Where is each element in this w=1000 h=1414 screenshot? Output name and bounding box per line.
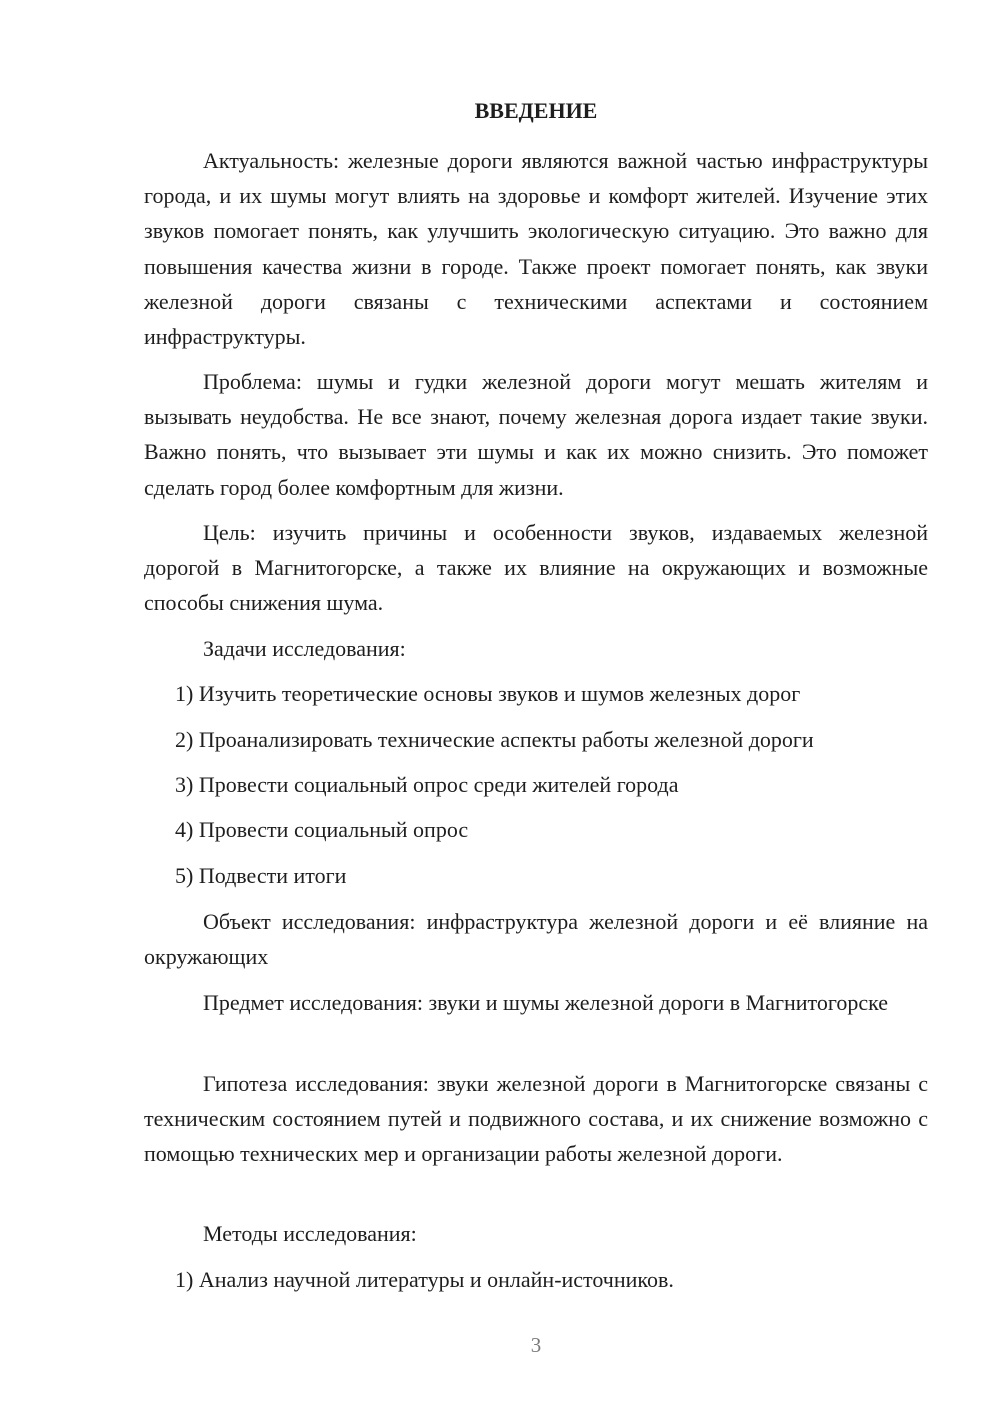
method-item: 1) Анализ научной литературы и онлайн-источников. — [175, 1267, 674, 1292]
task-item: 3) Провести социальный опрос среди жителей города — [175, 772, 679, 797]
goal-paragraph: Цель: изучить причины и особенности звуков, издаваемых железной дорогой в Магнитогорске, а также их влияние на окружающих и возможные способы снижения шума. — [144, 520, 928, 616]
task-item: 1) Изучить теоретические основы звуков и шумов железных дорог — [175, 681, 801, 706]
subject-paragraph: Предмет исследования: звуки и шумы железной дороги в Магнитогорске — [203, 990, 889, 1015]
task-item: 2) Проанализировать технические аспекты работы железной дороги — [175, 727, 814, 752]
task-item: 5) Подвести итоги — [175, 863, 347, 888]
hypothesis-paragraph: Гипотеза исследования: звуки железной дороги в Магнитогорске связаны с техническим состоянием путей и подвижного состава, и их снижение возможно с помощью технических мер и организации работы железной дороги. — [144, 1071, 928, 1167]
object-paragraph: Объект исследования: инфраструктура железной дороги и её влияние на окружающих — [144, 909, 928, 970]
methods-heading: Методы исследования: — [203, 1221, 417, 1246]
section-title: ВВЕДЕНИЕ — [474, 98, 598, 123]
relevance-paragraph: Актуальность: железные дороги являются важной частью инфраструктуры города, и их шумы могут влиять на здоровье и комфорт жителей. Изучение этих звуков помогает понять, как улучшить экологическую ситуацию. Это важно для повышения качества жизни в городе. Также проект помогает понять, как звуки железной дороги связаны с техническими аспектами и состоянием инфраструктуры. — [144, 148, 928, 350]
page-number: 3 — [530, 1333, 542, 1357]
problem-paragraph: Проблема: шумы и гудки железной дороги могут мешать жителям и вызывать неудобства. Не все знают, почему железная дорога издает такие звуки. Важно понять, что вызывает эти шумы и как их можно снизить. Это поможет сделать город более комфортным для жизни. — [144, 369, 928, 500]
task-item: 4) Провести социальный опрос — [175, 817, 469, 842]
tasks-heading: Задачи исследования: — [203, 636, 406, 661]
